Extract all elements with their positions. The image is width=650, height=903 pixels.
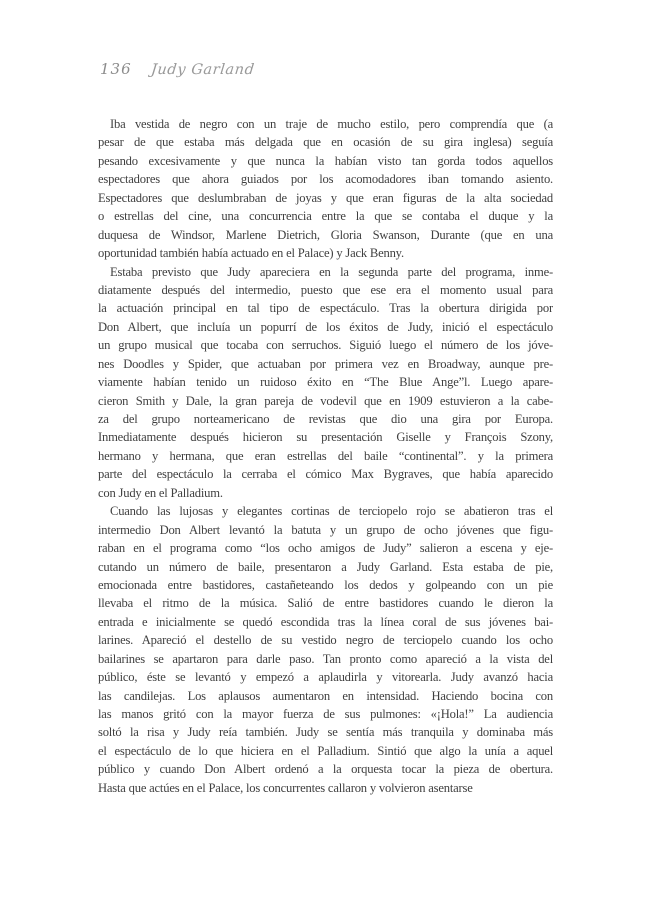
text-line: parte del espectáculo la cerraba el cómico Max Bygraves, que había aparecido xyxy=(98,467,553,482)
text-line: público, éste se levantó y empezó a aplaudirla y vitorearla. Judy avanzó hacia xyxy=(98,670,553,685)
text-line: Inmediatamente después hicieron su presentación Giselle y François Szony, xyxy=(98,430,553,445)
text-line: emocionada entre bastidores, castañeteando los dedos y golpeando con un pie xyxy=(98,577,553,592)
running-title: Judy Garland xyxy=(149,62,255,78)
text-line: diatamente después del intermedio, puesto que ese era el momento usual para xyxy=(98,282,553,297)
text-line: za del grupo norteamericano de revistas que dio una gira por Europa. xyxy=(98,412,553,426)
page-header xyxy=(100,60,254,79)
text-line: Estaba previsto que Judy apareciera en la segunda parte del programa, inme- xyxy=(110,264,553,279)
text-block xyxy=(98,115,553,797)
text-line: el espectáculo de lo que hiciera en el Palladium. Sintió que algo la unía a aquel xyxy=(98,743,553,758)
text-line: con Judy en el Palladium. xyxy=(98,485,223,500)
text-line: larines. Apareció el destello de su vestido negro de terciopelo cuando los ocho xyxy=(98,633,553,648)
paragraph xyxy=(98,115,553,263)
paragraph xyxy=(98,263,553,503)
text-line: o estrellas del cine, una concurrencia entre la que se contaba el duque y la xyxy=(98,209,553,224)
text-line: Espectadores que deslumbraban de joyas y que eran figuras de la alta sociedad xyxy=(98,190,553,205)
text-line: llevaba el ritmo de la música. Salió de entre bastidores cuando le dieron la xyxy=(98,596,553,611)
text-line: Hasta que actúes en el Palace, los concurrentes callaron y volvieron asentarse xyxy=(98,780,473,795)
text-line: las candilejas. Los aplausos aumentaron en intensidad. Haciendo bocina con xyxy=(98,688,553,703)
text-line: nes Doodles y Spider, que actuaban por primera vez en Broadway, aunque pre- xyxy=(98,356,553,371)
text-line: entrada e inicialmente se quedó escondida tras la línea coral de sus jóvenes bai- xyxy=(98,614,553,629)
text-line: Iba vestida de negro con un traje de mucho estilo, pero comprendía que (a xyxy=(110,117,553,131)
text-line: duquesa de Windsor, Marlene Dietrich, Gloria Swanson, Durante (que en una xyxy=(98,227,553,242)
text-line: cutando un número de baile, presentaron a Judy Garland. Esta estaba de pie, xyxy=(98,559,553,574)
text-line: un grupo musical que tocaba con serruchos. Siguió luego el número de los jóve- xyxy=(98,338,553,353)
text-line: la actuación principal en tal tipo de espectáculo. Tras la obertura dirigida por xyxy=(98,301,553,316)
paragraph xyxy=(98,502,553,797)
page-number: 136 xyxy=(100,60,132,78)
text-line: viamente habían tenido un ruidoso éxito en “The Blue Ange”l. Luego apare- xyxy=(98,375,553,390)
text-line: público y cuando Don Albert ordenó a la orquesta tocar la pieza de obertura. xyxy=(98,762,553,777)
text-line: cieron Smith y Dale, la gran pareja de vodevil que en 1909 estuvieron a la cabe- xyxy=(98,393,553,408)
text-line: pesando excesivamente y que nunca la habían visto tan gorda todos aquellos xyxy=(98,153,553,168)
text-line: pesar de que estaba más delgada que en ocasión de su gira inglesa) seguía xyxy=(98,135,553,150)
text-line: las manos gritó con la mayor fuerza de sus pulmones: «¡Hola!” La audiencia xyxy=(98,707,553,721)
text-line: oportunidad también había actuado en el Palace) y Jack Benny. xyxy=(98,246,404,261)
text-line: intermedio Don Albert levantó la batuta y un grupo de ocho jóvenes que figu- xyxy=(98,522,553,537)
text-line: soltó la risa y Judy reía también. Judy se sentía más tranquila y dominaba más xyxy=(98,725,553,740)
text-line: Cuando las lujosas y elegantes cortinas de terciopelo rojo se abatieron tras el xyxy=(110,504,553,519)
text-line: espectadores que ahora guiados por los acomodadores iban tomando asiento. xyxy=(98,172,553,187)
text-line: bailarines se apartaron para darle paso. Tan pronto como apareció a la vista del xyxy=(98,651,553,666)
text-line: raban en el programa como “los ocho amigos de Judy” salieron a escena y eje- xyxy=(98,541,553,556)
text-line: hermano y hermana, que eran estrellas del baile “continental”. y la primera xyxy=(98,448,553,463)
text-line: Don Albert, que incluía un popurrí de los éxitos de Judy, inició el espectáculo xyxy=(98,319,553,334)
